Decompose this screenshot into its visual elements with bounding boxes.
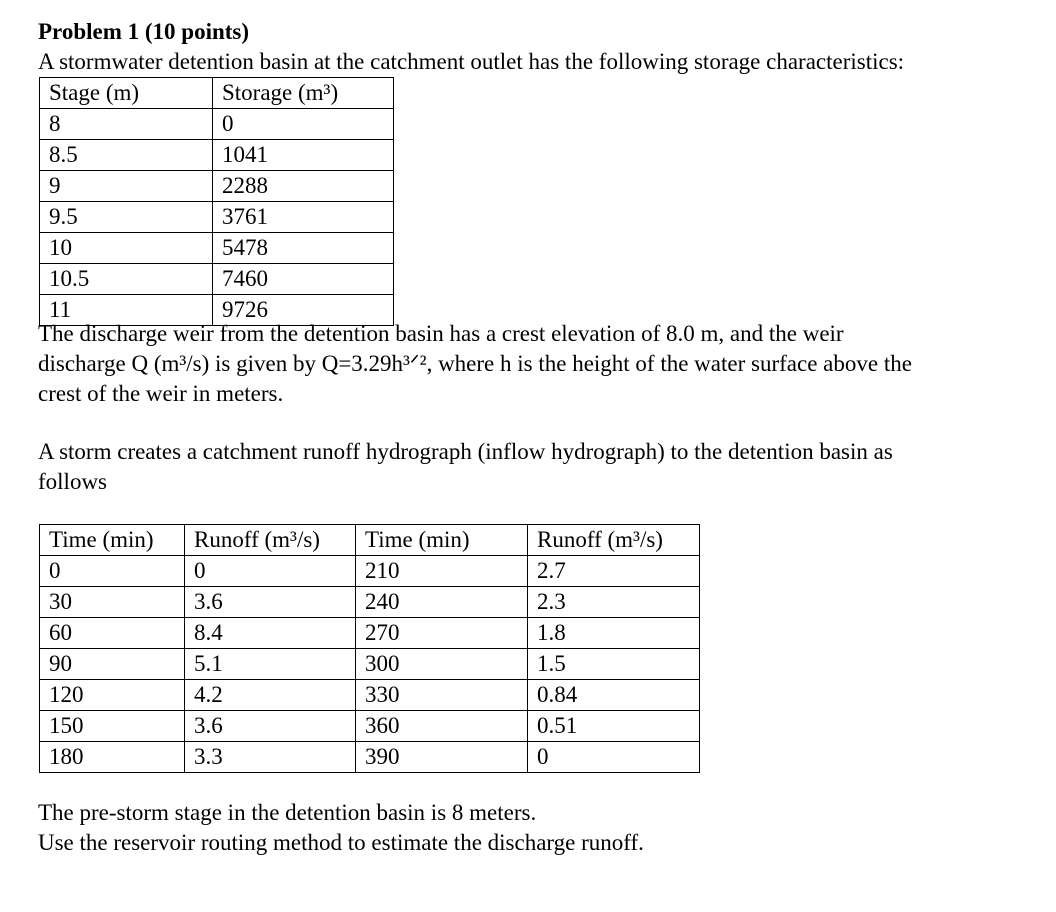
table-cell: 1.5: [528, 649, 700, 680]
problem-title: Problem 1 (10 points): [38, 19, 250, 44]
table-cell: 0: [213, 109, 394, 140]
table-cell: 9.5: [40, 202, 213, 233]
closing-text-line1: The pre-storm stage in the detention basin is 8 meters.: [38, 800, 537, 825]
table-row: [40, 742, 700, 773]
table-cell: 360: [356, 711, 528, 742]
storm-text-line1: A storm creates a catchment runoff hydrograph (inflow hydrograph) to the detention basin as: [38, 439, 893, 464]
table-cell: 2.3: [528, 587, 700, 618]
table-cell: 60: [40, 618, 185, 649]
table-header: Stage (m): [40, 78, 213, 109]
table-cell: 11: [40, 295, 213, 326]
table-header: Runoff (m³/s): [185, 525, 356, 556]
table-row: [40, 680, 700, 711]
table-cell: 5.1: [185, 649, 356, 680]
table-row: [40, 587, 700, 618]
table-cell: 30: [40, 587, 185, 618]
table-cell: 3.3: [185, 742, 356, 773]
weir-text-line3: crest of the weir in meters.: [38, 381, 284, 406]
table-cell: 2.7: [528, 556, 700, 587]
weir-text-line2: discharge Q (m³/s) is given by Q=3.29h³ᐟ², where h is the height of the water surface above the: [38, 351, 912, 376]
closing-text-line2: Use the reservoir routing method to estimate the discharge runoff.: [38, 830, 644, 855]
table-cell: 0.84: [528, 680, 700, 711]
table-cell: 150: [40, 711, 185, 742]
table-row: [40, 556, 700, 587]
intro-text: A stormwater detention basin at the catchment outlet has the following storage characteristics:: [38, 49, 905, 74]
table-cell: 300: [356, 649, 528, 680]
table-row: [40, 140, 394, 171]
table-header-row: [40, 78, 394, 109]
table-cell: 0: [528, 742, 700, 773]
table-row: [40, 618, 700, 649]
runoff-table: [39, 524, 700, 773]
table-cell: 8.4: [185, 618, 356, 649]
table-cell: 390: [356, 742, 528, 773]
table-header: Runoff (m³/s): [528, 525, 700, 556]
table-cell: 90: [40, 649, 185, 680]
storm-text-line2: follows: [38, 469, 107, 494]
table-cell: 330: [356, 680, 528, 711]
table-cell: 270: [356, 618, 528, 649]
table-row: [40, 711, 700, 742]
weir-text-line1: The discharge weir from the detention basin has a crest elevation of 8.0 m, and the weir: [38, 321, 844, 346]
table-cell: 9726: [213, 295, 394, 326]
table-cell: 4.2: [185, 680, 356, 711]
table-cell: 0: [40, 556, 185, 587]
table-cell: 9: [40, 171, 213, 202]
table-cell: 8: [40, 109, 213, 140]
table-cell: 3.6: [185, 711, 356, 742]
table-cell: 0.51: [528, 711, 700, 742]
table-cell: 10.5: [40, 264, 213, 295]
table-header-row: [40, 525, 700, 556]
table-cell: 3.6: [185, 587, 356, 618]
table-cell: 5478: [213, 233, 394, 264]
table-cell: 8.5: [40, 140, 213, 171]
table-header: Storage (m³): [213, 78, 394, 109]
table-row: [40, 233, 394, 264]
table-cell: 2288: [213, 171, 394, 202]
table-cell: 240: [356, 587, 528, 618]
table-header: Time (min): [356, 525, 528, 556]
table-row: [40, 109, 394, 140]
table-cell: 180: [40, 742, 185, 773]
table-cell: 10: [40, 233, 213, 264]
table-cell: 7460: [213, 264, 394, 295]
table-cell: 1.8: [528, 618, 700, 649]
table-row: [40, 649, 700, 680]
table-header: Time (min): [40, 525, 185, 556]
storage-table: [39, 77, 394, 326]
table-row: [40, 171, 394, 202]
table-cell: 120: [40, 680, 185, 711]
table-cell: 3761: [213, 202, 394, 233]
table-cell: 210: [356, 556, 528, 587]
table-row: [40, 264, 394, 295]
table-cell: 1041: [213, 140, 394, 171]
table-row: [40, 202, 394, 233]
table-cell: 0: [185, 556, 356, 587]
